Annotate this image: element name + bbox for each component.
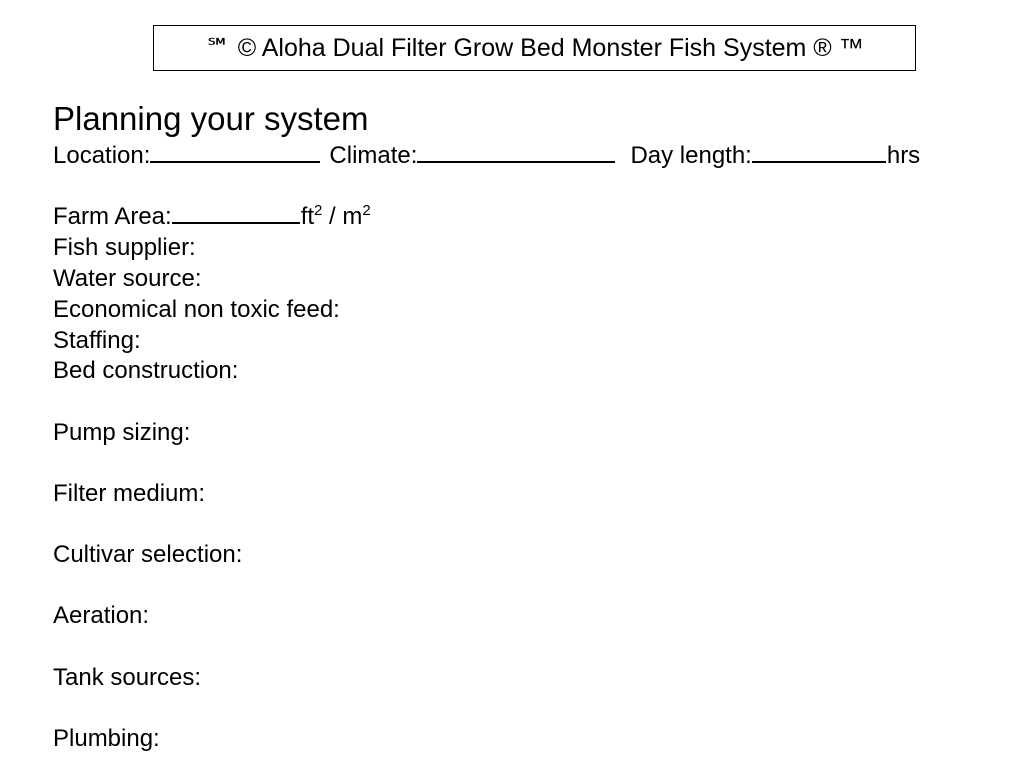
fish-supplier-label: Fish supplier: [53,234,196,261]
tank-sources-label: Tank sources: [53,664,202,691]
bed-construction-label: Bed construction: [53,357,239,384]
climate-label: Climate: [329,142,418,169]
aeration-label: Aeration: [53,602,150,629]
farm-area-blank[interactable] [172,202,300,224]
plumbing-label: Plumbing: [53,725,160,752]
pump-sizing-label: Pump sizing: [53,419,191,446]
feed-label: Economical non toxic feed: [53,296,340,323]
farm-area-unit-ft: ft [300,203,315,230]
day-length-unit: hrs [886,142,921,169]
day-length-label: Day length: [630,142,752,169]
day-length-blank[interactable] [752,141,886,163]
farm-area-unit-separator: / m [322,203,363,230]
climate-blank[interactable] [417,141,615,163]
section-heading: Planning your system [53,100,369,137]
farm-area-line [53,202,371,232]
location-blank[interactable] [150,141,320,163]
filter-medium-label: Filter medium: [53,480,206,507]
farm-area-m-exponent: 2 [362,202,371,219]
location-label: Location: [53,142,151,169]
document-title-box [153,25,916,71]
staffing-label: Staffing: [53,327,141,354]
farm-area-ft-exponent: 2 [314,202,323,219]
location-climate-day-line [53,141,920,171]
document-title: ℠ © Aloha Dual Filter Grow Bed Monster Fish System ® ™ [205,34,864,62]
farm-area-label: Farm Area: [53,203,172,230]
cultivar-selection-label: Cultivar selection: [53,541,243,568]
water-source-label: Water source: [53,265,202,292]
